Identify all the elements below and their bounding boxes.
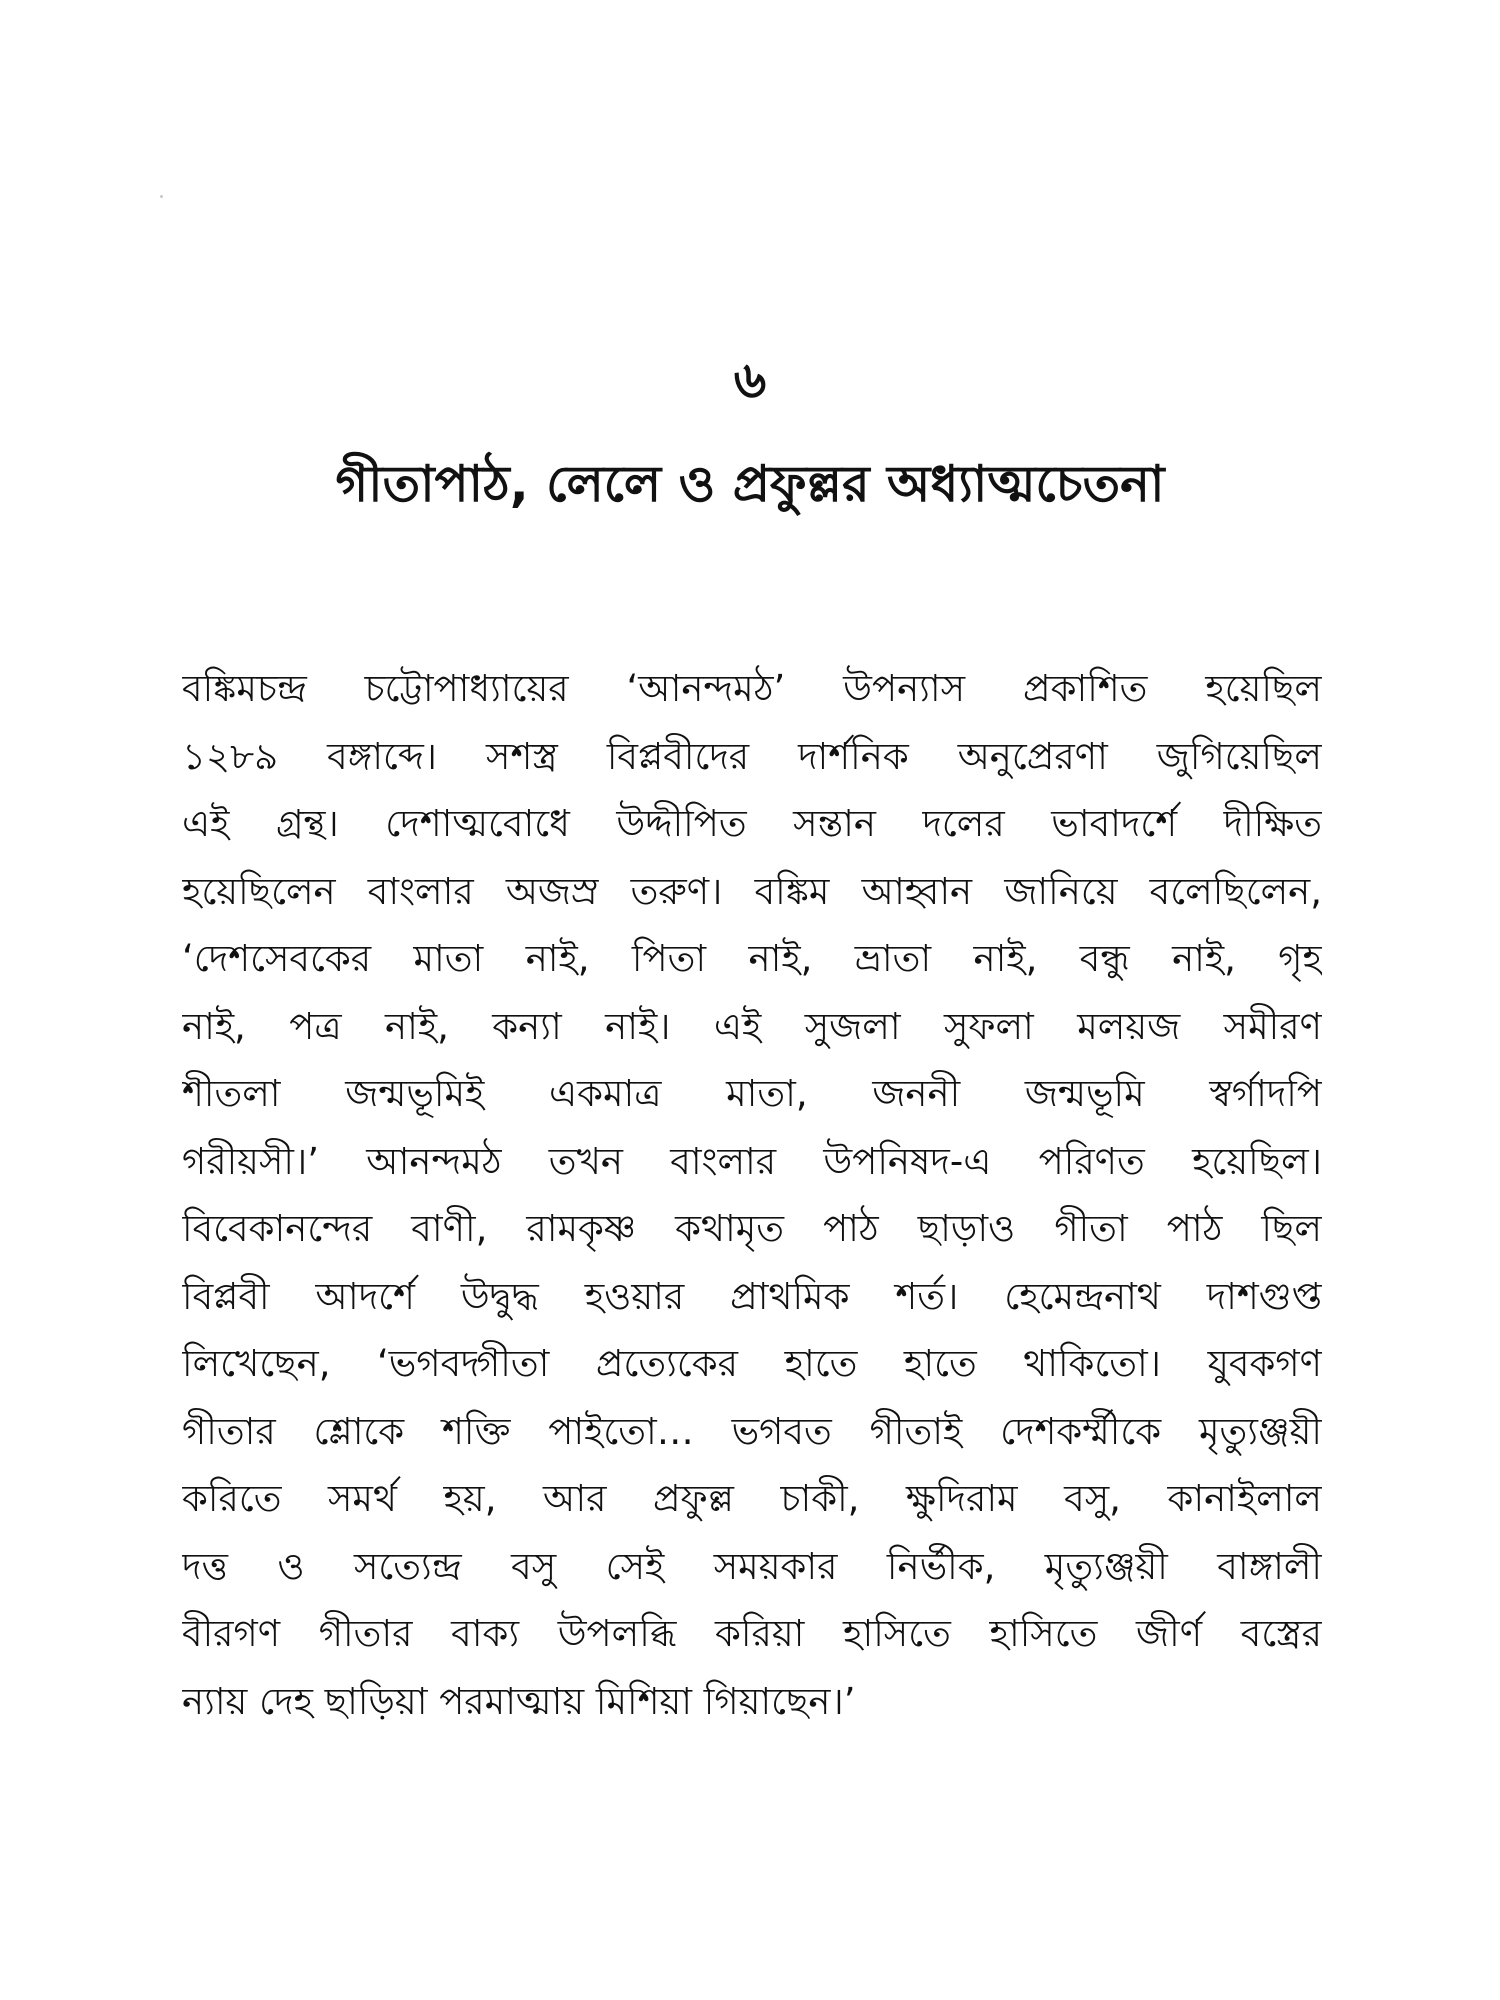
- chapter-number: ৬: [733, 351, 767, 409]
- text-line: দত্ত ও সত্যেন্দ্র বসু সেই সময়কার নির্ভীক, মৃত্যুঞ্জয়ী বাঙ্গালী: [182, 1544, 1322, 1588]
- text-line: নাই, পত্র নাই, কন্যা নাই। এই সুজলা সুফলা মলয়জ সমীরণ: [182, 1004, 1322, 1048]
- text-line: বিপ্লবী আদর্শে উদ্বুদ্ধ হওয়ার প্রাথমিক শর্ত। হেমেন্দ্রনাথ দাশগুপ্ত: [182, 1274, 1322, 1318]
- text-line: হয়েছিলেন বাংলার অজস্র তরুণ। বঙ্কিম আহ্বান জানিয়ে বলেছিলেন,: [182, 869, 1322, 913]
- scan-speck: [160, 195, 163, 198]
- text-line: শীতলা জন্মভূমিই একমাত্র মাতা, জননী জন্মভূমি স্বর্গাদপি: [182, 1072, 1322, 1115]
- text-line: বঙ্কিমচন্দ্র চট্টোপাধ্যায়ের ‘আনন্দমঠ’ উপন্যাস প্রকাশিত হয়েছিল: [182, 667, 1322, 710]
- text-line: ১২৮৯ বঙ্গাব্দে। সশস্ত্র বিপ্লবীদের দার্শনিক অনুপ্রেরণা জুগিয়েছিল: [182, 734, 1322, 778]
- text-line: গরীয়সী।’ আনন্দমঠ তখন বাংলার উপনিষদ-এ পরিণত হয়েছিল।: [182, 1139, 1322, 1183]
- text-line: বীরগণ গীতার বাক্য উপলব্ধি করিয়া হাসিতে হাসিতে জীর্ণ বস্ত্রের: [182, 1612, 1322, 1655]
- text-line: ‘দেশসেবকের মাতা নাই, পিতা নাই, ভ্রাতা নাই, বন্ধু নাই, গৃহ: [182, 937, 1322, 980]
- text-line: ন্যায় দেহ ছাড়িয়া পরমাত্মায় মিশিয়া গিয়াছেন।’: [182, 1679, 856, 1723]
- text-line: এই গ্রন্থ। দেশাত্মবোধে উদ্দীপিত সন্তান দলের ভাবাদর্শে দীক্ষিত: [182, 802, 1322, 845]
- body-paragraph: [182, 655, 1322, 1735]
- text-line: লিখেছেন, ‘ভগবদ্গীতা প্রত্যেকের হাতে হাতে থাকিতো। যুবকগণ: [182, 1342, 1322, 1385]
- chapter-title: গীতাপাঠ, লেলে ও প্রফুল্লর অধ্যাত্মচেতনা: [335, 455, 1165, 513]
- text-line: বিবেকানন্দের বাণী, রামকৃষ্ণ কথামৃত পাঠ ছাড়াও গীতা পাঠ ছিল: [182, 1207, 1322, 1250]
- text-line: গীতার শ্লোকে শক্তি পাইতো… ভগবত গীতাই দেশকর্ম্মীকে মৃত্যুঞ্জয়ী: [182, 1409, 1322, 1453]
- text-line: করিতে সমর্থ হয়, আর প্রফুল্ল চাকী, ক্ষুদিরাম বসু, কানাইলাল: [182, 1477, 1322, 1520]
